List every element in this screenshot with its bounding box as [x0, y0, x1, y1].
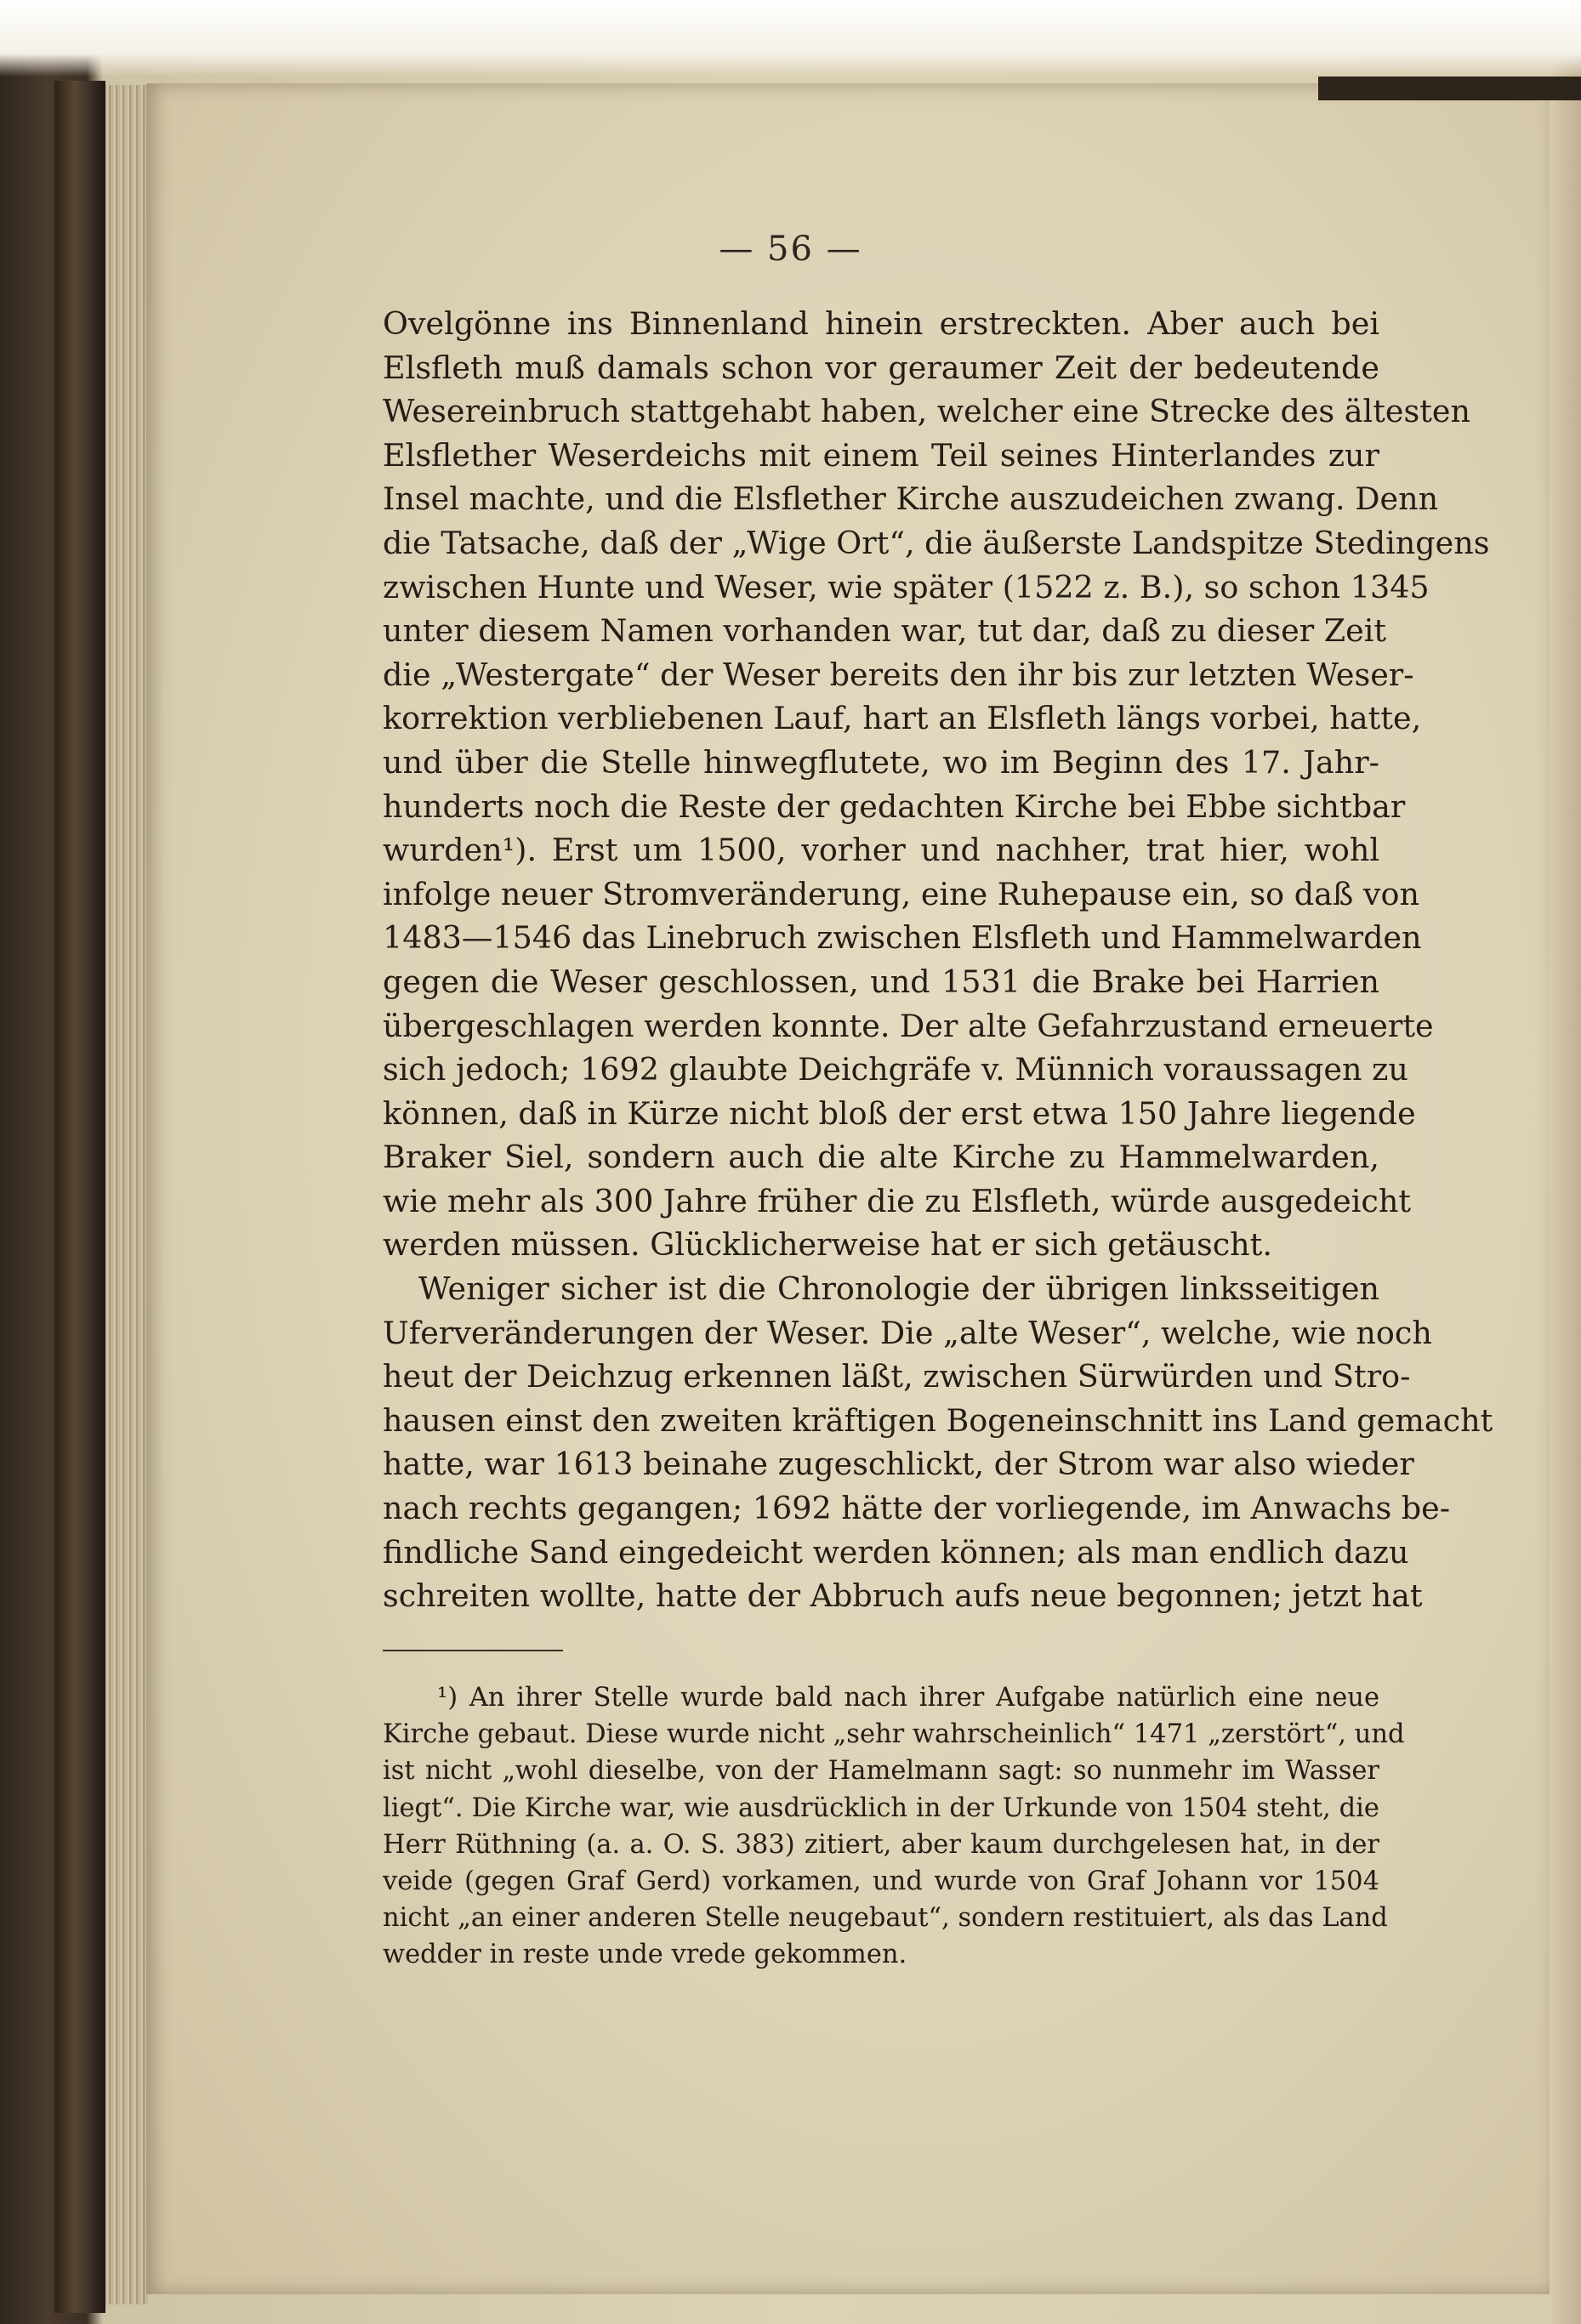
text-line: Wesereinbruch stattgehabt haben, welcher eine Strecke des ältesten: [383, 393, 1470, 430]
footnote-line: liegt“. Die Kirche war, wie ausdrücklich in der Urkunde von 1504 steht, die: [383, 1793, 1379, 1823]
text-line: Insel machte, und die Elsflether Kirche auszudeichen zwang. Denn: [383, 480, 1439, 518]
page-stack-edges: [105, 85, 148, 2304]
text-line: übergeschlagen werden konnte. Der alte Gefahrzustand erneuerte: [383, 1007, 1434, 1044]
text-line: 1483—1546 das Linebruch zwischen Elsfleth und Hammelwarden: [383, 919, 1422, 957]
text-line: wie mehr als 300 Jahre früher die zu Elsfleth, würde ausgedeicht: [383, 1182, 1412, 1219]
footnote-block: [383, 1679, 1405, 1974]
cover-top-edge: [1318, 77, 1581, 100]
main-text-block: [383, 302, 1493, 1618]
text-line: korrektion verbliebenen Lauf, hart an Elsfleth längs vorbei, hatte,: [383, 700, 1422, 737]
footnote-line: ist nicht „wohl dieselbe, von der Hamelmann sagt: so nunmehr im Wasser: [383, 1756, 1379, 1787]
book-cover-edge: [54, 81, 105, 2313]
text-line: Uferveränderungen der Weser. Die „alte Weser“, welche, wie noch: [383, 1314, 1432, 1351]
text-line: gegen die Weser geschlossen, und 1531 die Brake bei Harrien: [383, 963, 1379, 1000]
footnote-line: veide (gegen Graf Gerd) vorkamen, und wurde von Graf Johann vor 1504: [383, 1866, 1379, 1896]
text-line: unter diesem Namen vorhanden war, tut dar, daß zu dieser Zeit: [383, 612, 1387, 650]
footnote-line: ¹) An ihrer Stelle wurde bald nach ihrer Aufgabe natürlich eine neue: [437, 1683, 1379, 1713]
footnote-line: Kirche gebaut. Diese wurde nicht „sehr wahrscheinlich“ 1471 „zerstört“, und: [383, 1719, 1405, 1750]
text-line: zwischen Hunte und Weser, wie später (1522 z. B.), so schon 1345: [383, 568, 1430, 605]
footnote-line: Herr Rüthning (a. a. O. S. 383) zitiert, aber kaum durchgelesen hat, in der: [383, 1829, 1379, 1860]
footnote-line: nicht „an einer anderen Stelle neugebaut“, sondern restituiert, als das Land: [383, 1903, 1388, 1934]
text-line: sich jedoch; 1692 glaubte Deichgräfe v. Münnich voraussagen zu: [383, 1051, 1408, 1088]
text-line: Elsflether Weserdeichs mit einem Teil seines Hinterlandes zur: [383, 436, 1379, 474]
text-line: nach rechts gegangen; 1692 hätte der vorliegende, im Anwachs be-: [383, 1490, 1451, 1527]
footnote-line: wedder in reste unde vrede gekommen.: [383, 1940, 907, 1970]
text-line: hunderts noch die Reste der gedachten Kirche bei Ebbe sichtbar: [383, 787, 1406, 825]
text-line: Ovelgönne ins Binnenland hinein erstreckten. Aber auch bei: [383, 305, 1379, 342]
text-line: die Tatsache, daß der „Wige Ort“, die äußerste Landspitze Stedingens: [383, 524, 1490, 561]
text-line: hausen einst den zweiten kräftigen Bogeneinschnitt ins Land gemacht: [383, 1401, 1493, 1439]
text-line: Weniger sicher ist die Chronologie der übrigen linksseitigen: [418, 1270, 1379, 1308]
text-line: können, daß in Kürze nicht bloß der erst etwa 150 Jahre liegende: [383, 1094, 1416, 1132]
text-line: heut der Deichzug erkennen läßt, zwischen Sürwürden und Stro-: [383, 1358, 1411, 1395]
text-line: werden müssen. Glücklicherweise hat er sich getäuscht.: [383, 1226, 1272, 1264]
text-line: Braker Siel, sondern auch die alte Kirche zu Hammelwarden,: [383, 1139, 1379, 1176]
text-line: die „Westergate“ der Weser bereits den ihr bis zur letzten Weser-: [383, 656, 1414, 693]
text-line: infolge neuer Stromveränderung, eine Ruhepause ein, so daß von: [383, 875, 1419, 912]
text-line: Elsfleth muß damals schon vor geraumer Zeit der bedeutende: [383, 349, 1379, 386]
footnote-rule: [383, 1650, 563, 1651]
text-line: wurden¹). Erst um 1500, vorher und nachher, trat hier, wohl: [383, 832, 1379, 869]
page-number: — 56 —: [719, 230, 862, 269]
text-line: schreiten wollte, hatte der Abbruch aufs neue begonnen; jetzt hat: [383, 1577, 1423, 1615]
text-line: und über die Stelle hinwegflutete, wo im Beginn des 17. Jahr-: [383, 743, 1379, 781]
text-line: hatte, war 1613 beinahe zugeschlickt, der Strom war also wieder: [383, 1446, 1414, 1483]
scan-top-margin: [0, 0, 1581, 77]
text-line: findliche Sand eingedeicht werden können; als man endlich dazu: [383, 1533, 1409, 1571]
